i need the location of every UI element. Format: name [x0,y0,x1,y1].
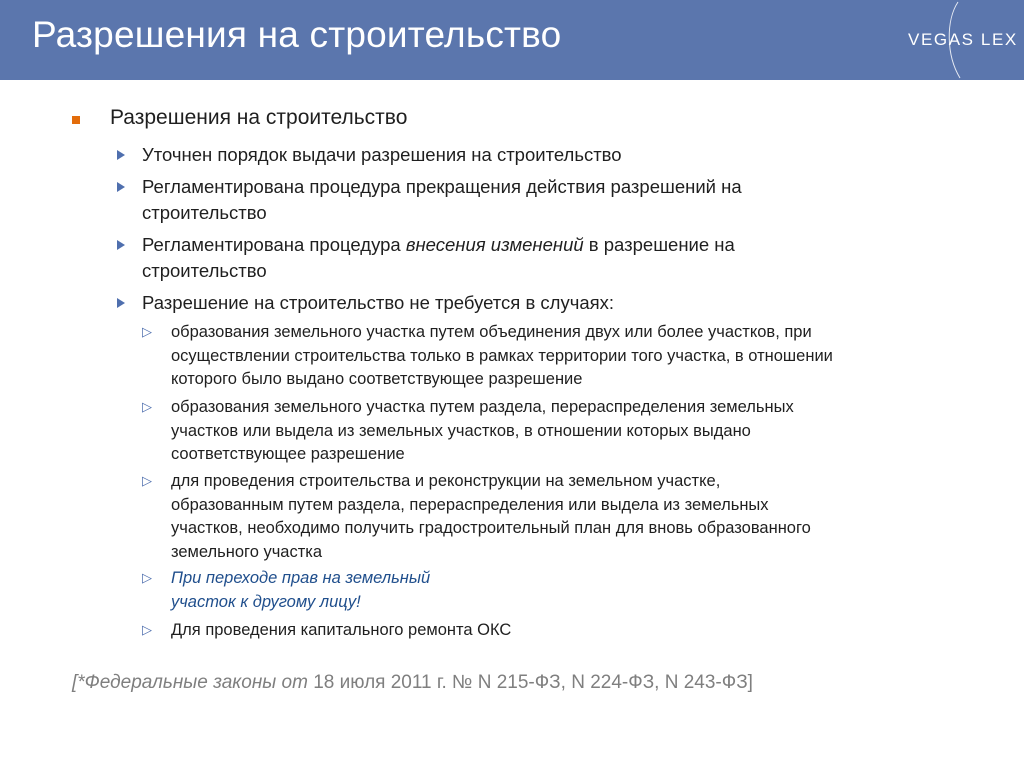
footnote-text: 18 июля 2011 г. № N 215-ФЗ, N 224-ФЗ, N 243-ФЗ] [307,672,753,693]
level1-item: Разрешения на строительство [110,106,408,129]
hollow-triangle-bullet-icon: ▷ [142,399,152,414]
level2-item [142,290,882,316]
level3-line: участков, необходимо получить градостроительный план для вновь образованного [171,519,811,537]
triangle-bullet-icon [117,240,125,250]
footnote [72,672,753,694]
level3-line: Для проведения капитального ремонта ОКС [171,621,512,639]
level2-item [142,174,882,226]
hollow-triangle-bullet-icon: ▷ [142,324,152,339]
level3-line: образования земельного участка путем раздела, перераспределения земельных [171,398,794,416]
level2-line: строительство [142,202,267,223]
level3-line: При переходе прав на земельный [171,569,431,587]
level3-line: которого было выдано соответствующее разрешение [171,370,583,388]
level3-item [171,619,971,643]
level2-line: Уточнен порядок выдачи разрешения на строительство [142,144,622,165]
triangle-bullet-icon [117,298,125,308]
level2-line [142,232,882,258]
footnote-italic: [*Федеральные законы от [72,672,308,693]
orange-square-bullet-icon [72,116,80,124]
level3-line: для проведения строительства и реконструкции на земельном участке, [171,472,721,490]
level2-text: Регламентирована процедура [142,234,406,255]
logo-arc-icon [940,0,980,80]
level3-item [171,396,971,467]
level2-item [142,232,882,284]
level3-item [171,321,971,392]
level3-item-highlight[interactable] [171,567,971,614]
page-title: Разрешения на строительство [32,14,562,55]
level3-line: земельного участка [171,542,323,561]
hollow-triangle-bullet-icon: ▷ [142,473,152,488]
level3-line: образованным путем раздела, перераспределения или выдела из земельных [171,495,769,514]
level3-line: участков или выдела из земельных участков, в отношении которых выдано [171,421,751,440]
header-bar [0,0,1024,80]
level3-line: участок к другому лицу! [171,592,361,611]
level2-item [142,142,882,168]
level2-line: Регламентирована процедура прекращения действия разрешений на [142,176,742,197]
level3-line: соответствующее разрешение [171,445,405,463]
level2-text: в разрешение на [583,234,735,255]
level3-line: осуществлении строительства только в рамках территории того участка, в отношении [171,346,833,365]
level3-item [171,470,971,564]
triangle-bullet-icon [117,150,125,160]
hollow-triangle-bullet-icon: ▷ [142,570,152,585]
logo-text: VEGAS LEX [908,30,1018,49]
level2-line: строительство [142,260,267,281]
hollow-triangle-bullet-icon: ▷ [142,622,152,637]
level2-line: Разрешение на строительство не требуется в случаях: [142,292,615,313]
triangle-bullet-icon [117,182,125,192]
level3-line: образования земельного участка путем объединения двух или более участков, при [171,323,812,341]
level2-italic-text: внесения изменений [405,234,584,255]
